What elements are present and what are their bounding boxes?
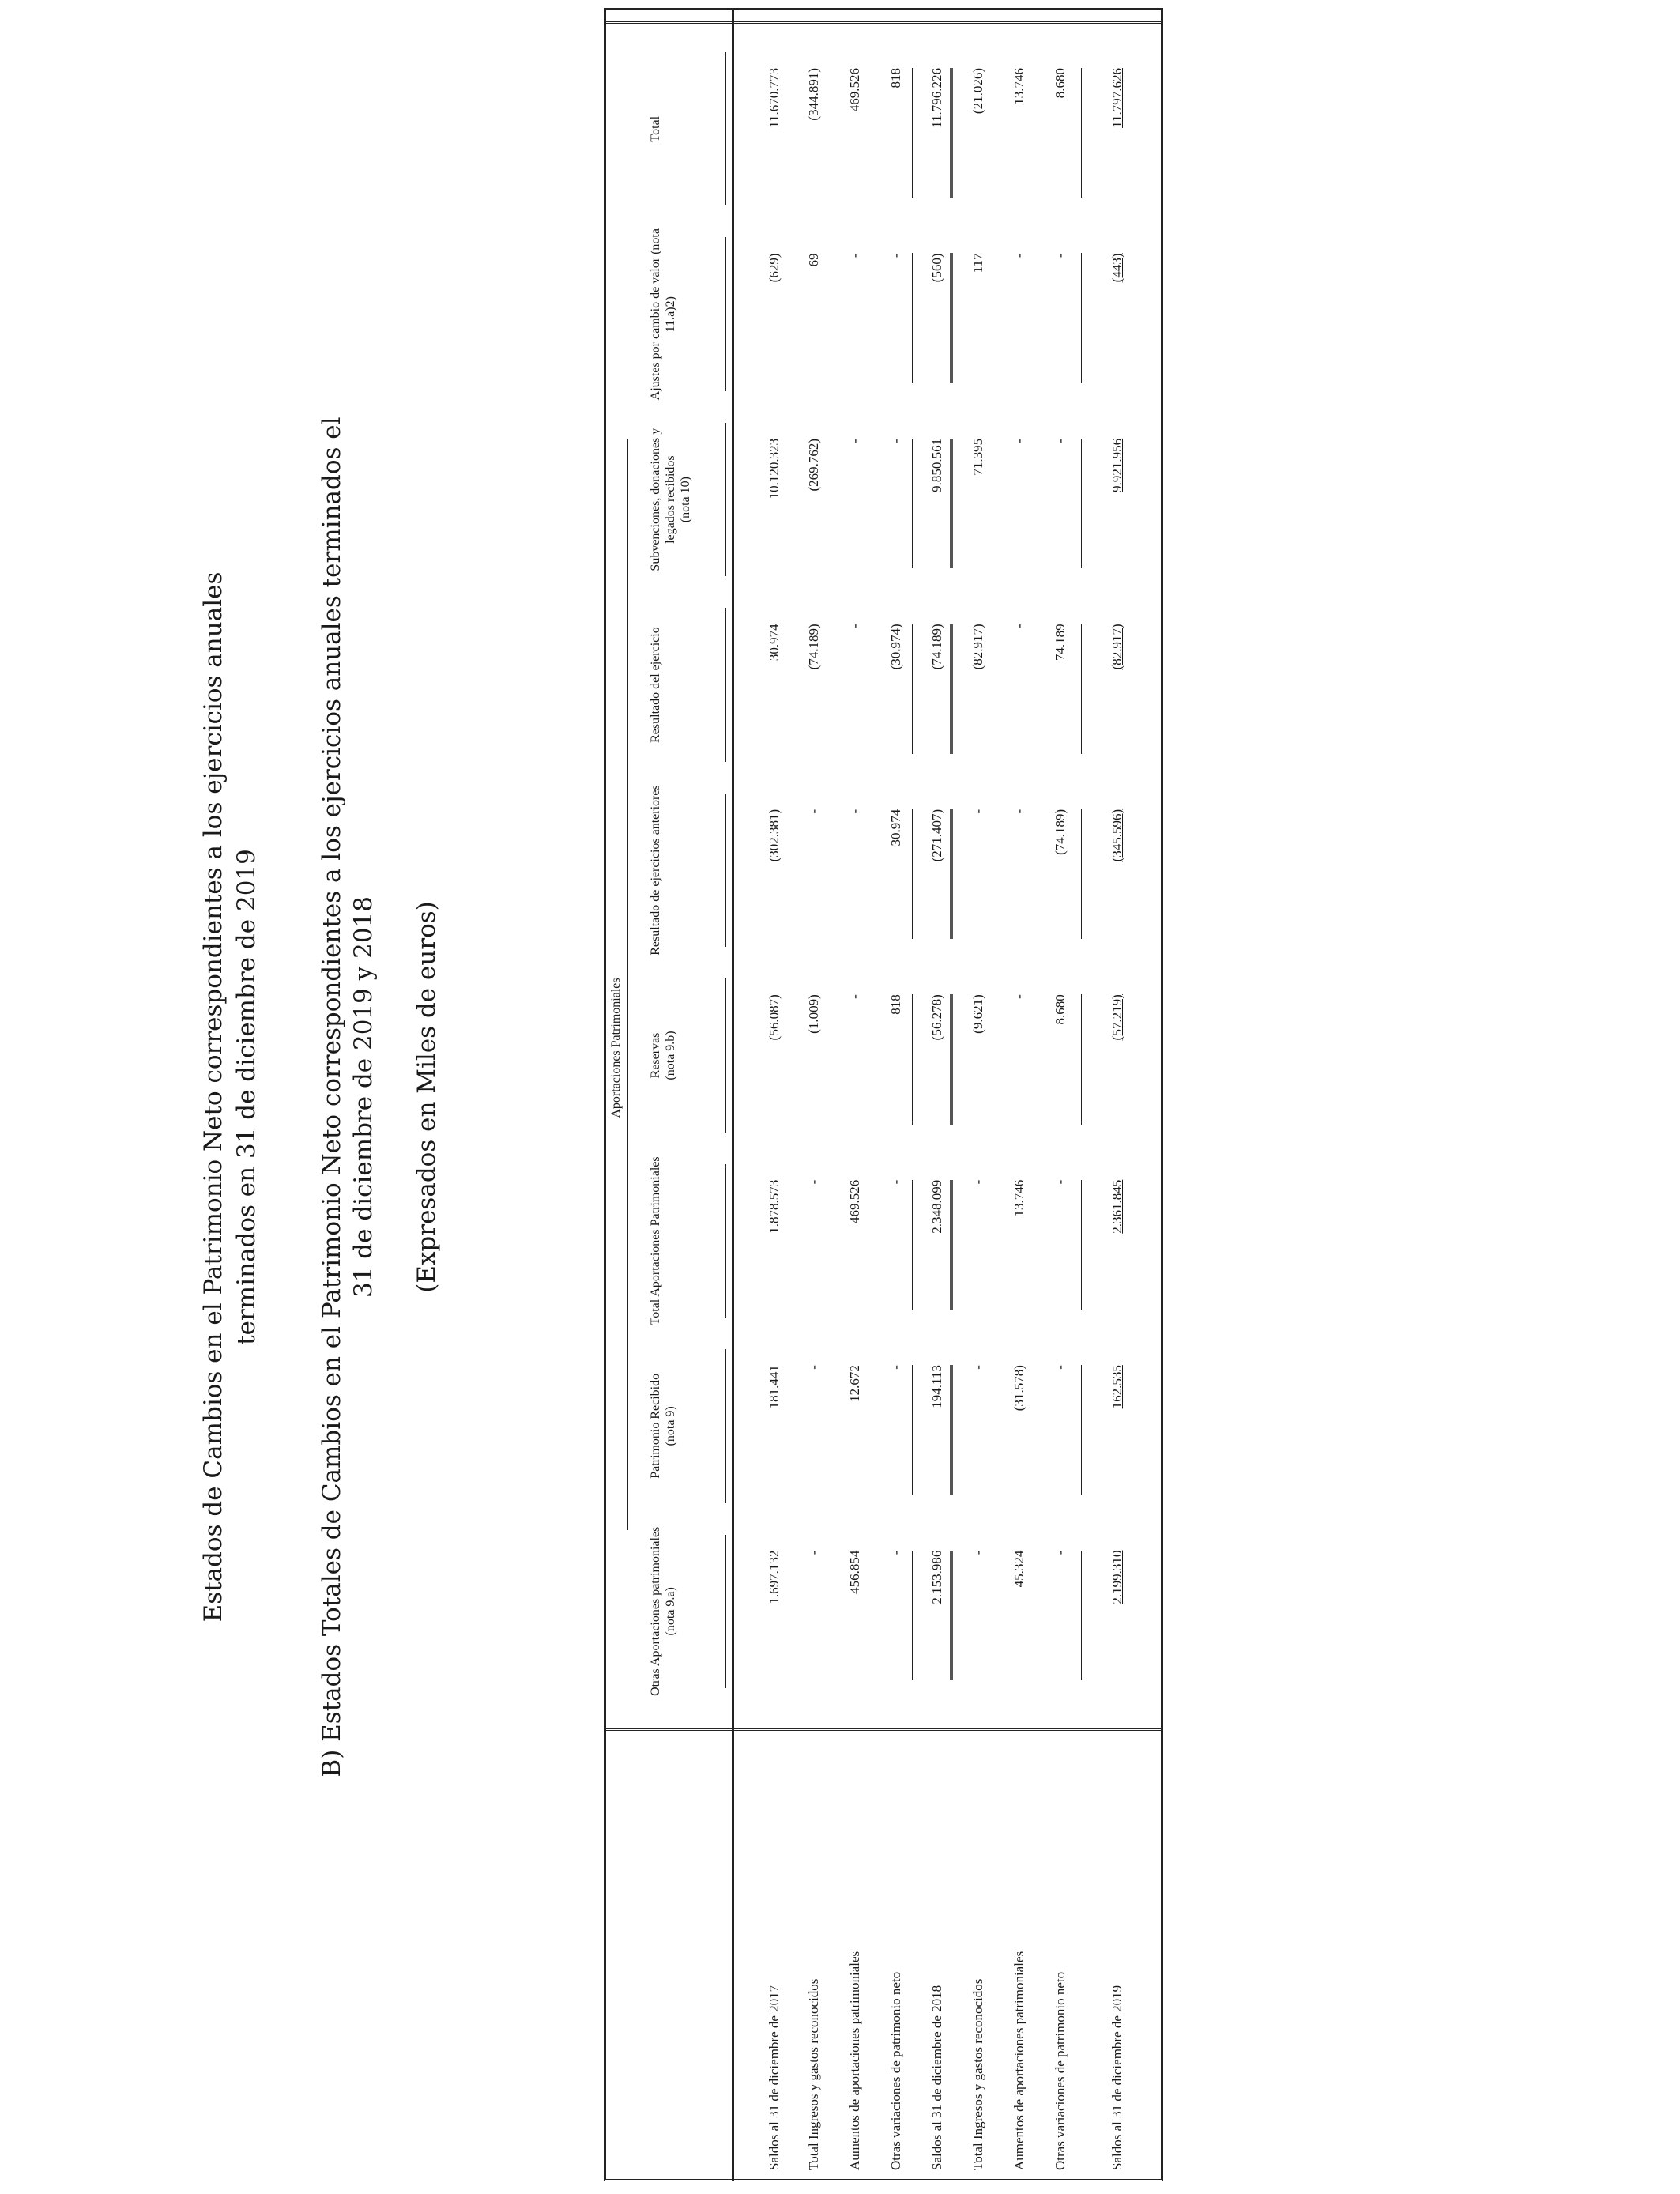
column-header-note: (nota 10) (679, 477, 692, 523)
table-cell: 71.395 (970, 438, 985, 476)
table-cell: - (1011, 624, 1026, 629)
table-cell: 10.120.323 (767, 438, 782, 499)
total-rule (1081, 624, 1082, 753)
table-cell: 818 (888, 994, 903, 1015)
table-cell: - (970, 1365, 985, 1370)
total-rule (1081, 1551, 1082, 1680)
table-cell: - (1011, 809, 1026, 814)
table-cell: - (1011, 253, 1026, 258)
column-header-label: Total (649, 115, 662, 142)
subtotal-shade-rule (950, 253, 953, 383)
table-cell: 117 (970, 253, 985, 273)
subtotal-shade-rule (950, 994, 953, 1124)
table-cell: 456.854 (847, 1550, 862, 1594)
label-column-divider (604, 1728, 1163, 1731)
table-cell: - (1053, 1365, 1068, 1370)
table-cell: (30.974) (888, 624, 903, 670)
group-header-aportaciones: Aportaciones Patrimoniales (609, 978, 623, 1118)
column-header-rule (725, 608, 726, 761)
table-cell: - (1053, 1179, 1068, 1185)
table-cell: (344.891) (806, 68, 821, 121)
table-cell: 11.670.773 (767, 68, 782, 128)
column-header-note: (nota 9) (664, 1406, 677, 1446)
table-cell: 1.697.132 (767, 1550, 782, 1604)
row-label: Otras variaciones de patrimonio neto (888, 1971, 903, 2170)
column-header-8 (648, 228, 678, 400)
table-cell: (31.578) (1011, 1365, 1026, 1412)
table-cell: (345.596) (1109, 809, 1124, 862)
row-label: Saldos al 31 de diciembre de 2019 (1109, 1985, 1124, 2170)
table-cell: - (847, 994, 862, 999)
row-label: Total Ingresos y gastos reconocidos (970, 1978, 985, 2170)
row-label: Aumentos de aportaciones patrimoniales (1011, 1951, 1026, 2170)
title-line-1: Estados de Cambios en el Patrimonio Neto correspondientes a los ejercicios anuales (199, 571, 228, 1623)
total-rule (1081, 439, 1082, 568)
table-cell: (302.381) (767, 809, 782, 862)
column-header-label: Reservas (649, 1032, 662, 1079)
column-header-rule (725, 978, 726, 1132)
table-cell: - (970, 809, 985, 814)
table-cell: - (806, 1365, 821, 1370)
column-header-rule (725, 1535, 726, 1688)
table-cell: - (1011, 438, 1026, 443)
column-header-9 (648, 43, 663, 215)
table-cell: - (888, 253, 903, 258)
table-cell: 11.797.626 (1109, 68, 1124, 128)
subtotal-rule (912, 1365, 913, 1495)
table-cell: - (970, 1179, 985, 1185)
subtotal-shade-rule (950, 809, 953, 939)
table-cell: - (1053, 1550, 1068, 1555)
column-header-2 (648, 1340, 678, 1512)
total-column-divider (604, 21, 1163, 24)
column-header-rule (725, 1349, 726, 1502)
table-cell: - (888, 438, 903, 443)
subtotal-shade-rule (950, 68, 953, 198)
subtotal-rule (912, 253, 913, 383)
table-cell: (443) (1109, 253, 1124, 283)
table-cell: - (888, 1365, 903, 1370)
column-header-label: Subvenciones, donaciones y legados recibidos (649, 428, 677, 571)
table-cell: 13.746 (1011, 1179, 1026, 1217)
header-divider (732, 8, 734, 2181)
table-cell: 9.850.561 (929, 438, 944, 492)
column-header-label: Total Aportaciones Patrimoniales (649, 1156, 662, 1325)
subtotal-rule (912, 68, 913, 198)
total-rule (1081, 1180, 1082, 1310)
column-header-7 (648, 413, 693, 586)
subtotal-rule (912, 439, 913, 568)
table-cell: 1.878.573 (767, 1179, 782, 1234)
column-header-label: Ajustes por cambio de valor (nota 11.a)2) (649, 228, 677, 401)
table-cell: 13.746 (1011, 68, 1026, 105)
table-cell: 30.974 (888, 809, 903, 846)
table-cell: 9.921.956 (1109, 438, 1124, 492)
subtotal-rule (912, 809, 913, 939)
table-cell: (74.189) (1053, 809, 1068, 855)
table-cell: 2.348.099 (929, 1179, 944, 1234)
column-header-note: (nota 9.a) (664, 1587, 677, 1636)
group-header-rule (627, 439, 628, 1530)
table-cell: - (1011, 994, 1026, 999)
subtotal-shade-rule (950, 1180, 953, 1310)
table-cell: - (888, 1550, 903, 1555)
units-caption: (Expresados en Miles de euros) (412, 901, 441, 1293)
table-cell: 818 (888, 68, 903, 89)
table-cell: (271.407) (929, 809, 944, 862)
subtotal-rule (912, 994, 913, 1124)
row-label: Otras variaciones de patrimonio neto (1053, 1971, 1068, 2170)
subtotal-shade-rule (950, 1365, 953, 1495)
row-label: Aumentos de aportaciones patrimoniales (847, 1951, 862, 2170)
table-cell: 69 (806, 253, 821, 267)
subtotal-shade-rule (950, 624, 953, 753)
statement-table-frame (604, 8, 1163, 2181)
table-cell: 181.441 (767, 1365, 782, 1409)
table-cell: 194.113 (929, 1365, 944, 1408)
subtotal-shade-rule (950, 439, 953, 568)
table-cell: (9.621) (970, 994, 985, 1034)
column-header-3 (648, 1155, 663, 1327)
subtotal-rule (912, 1180, 913, 1310)
table-cell: 2.153.986 (929, 1550, 944, 1604)
table-cell: 45.324 (1011, 1550, 1026, 1588)
subtotal-rule (912, 1551, 913, 1680)
column-header-label: Patrimonio Recibido (649, 1373, 662, 1479)
table-cell: 8.680 (1053, 68, 1068, 99)
table-cell: (560) (929, 253, 944, 283)
column-header-rule (725, 1164, 726, 1318)
row-label: Saldos al 31 de diciembre de 2017 (767, 1985, 782, 2170)
total-rule (1081, 253, 1082, 383)
column-header-1 (648, 1525, 678, 1698)
column-header-rule (725, 423, 726, 576)
table-cell: (56.278) (929, 994, 944, 1041)
table-cell: (21.026) (970, 68, 985, 115)
column-header-5 (648, 784, 663, 956)
subtotal-shade-rule (950, 1551, 953, 1680)
table-cell: 2.199.310 (1109, 1550, 1124, 1604)
title-line-2: terminados en 31 de diciembre de 2019 (232, 849, 261, 1345)
column-header-label: Resultado del ejercicio (649, 627, 662, 743)
table-cell: - (1053, 253, 1068, 258)
column-header-label: Otras Aportaciones patrimoniales (649, 1526, 662, 1696)
table-cell: - (806, 1550, 821, 1555)
column-header-4 (648, 969, 678, 1141)
table-cell: - (847, 438, 862, 443)
table-cell: (57.219) (1109, 994, 1124, 1041)
table-cell: 8.680 (1053, 994, 1068, 1025)
table-cell: - (806, 809, 821, 814)
subtotal-rule (912, 624, 913, 753)
column-header-6 (648, 598, 663, 771)
table-cell: 162.535 (1109, 1365, 1124, 1409)
total-rule (1081, 994, 1082, 1124)
table-cell: - (847, 253, 862, 258)
table-cell: (56.087) (767, 994, 782, 1041)
row-label: Total Ingresos y gastos reconocidos (806, 1978, 821, 2170)
table-cell: - (847, 809, 862, 814)
row-label: Saldos al 31 de diciembre de 2018 (929, 1985, 944, 2170)
table-cell: (82.917) (1109, 624, 1124, 670)
table-cell: (74.189) (929, 624, 944, 670)
title-line-3: B) Estados Totales de Cambios en el Patrimonio Neto correspondientes a los ejercicios anuales terminados el (318, 417, 346, 1777)
table-cell: - (970, 1550, 985, 1555)
table-cell: (269.762) (806, 438, 821, 492)
column-header-note: (nota 9.b) (664, 1031, 677, 1080)
column-header-label: Resultado de ejercicios anteriores (649, 785, 662, 956)
table-cell: - (806, 1179, 821, 1185)
table-cell: 2.361.845 (1109, 1179, 1124, 1234)
table-cell: (1.009) (806, 994, 821, 1034)
table-cell: - (847, 624, 862, 629)
table-cell: 12.672 (847, 1365, 862, 1402)
column-header-rule (725, 237, 726, 390)
table-cell: (82.917) (970, 624, 985, 670)
table-cell: 469.526 (847, 68, 862, 112)
table-cell: 11.796.226 (929, 68, 944, 128)
table-cell: (74.189) (806, 624, 821, 670)
total-rule (1081, 68, 1082, 198)
table-cell: 469.526 (847, 1179, 862, 1223)
column-header-rule (725, 52, 726, 205)
table-cell: (629) (767, 253, 782, 283)
table-cell: - (1053, 438, 1068, 443)
table-cell: 74.189 (1053, 624, 1068, 662)
total-rule (1081, 809, 1082, 939)
table-cell: - (888, 1179, 903, 1185)
column-header-rule (725, 794, 726, 947)
title-line-4: 31 de diciembre de 2019 y 2018 (349, 895, 378, 1299)
table-cell: 30.974 (767, 624, 782, 662)
total-rule (1081, 1365, 1082, 1495)
